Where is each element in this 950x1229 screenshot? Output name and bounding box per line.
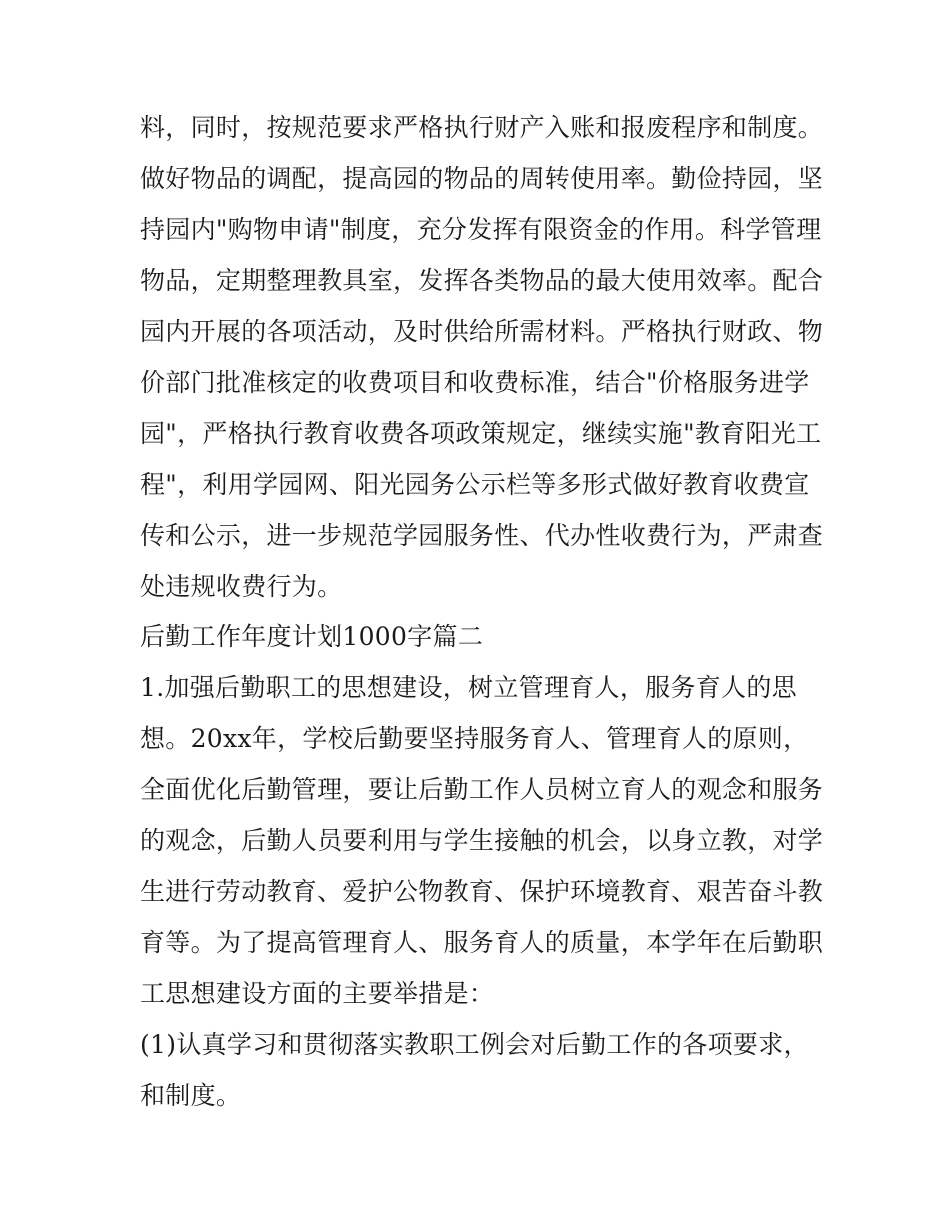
text-line: (1)认真学习和贯彻落实教职工例会对后勤工作的各项要求，: [140, 1030, 809, 1059]
text-line: 价部门批准核定的收费项目和收费标准，结合"价格服务进学: [140, 368, 810, 397]
text-line: 传和公示，进一步规范学园服务性、代办性收费行为，严肃查: [140, 521, 824, 550]
section-heading: 后勤工作年度计划1000字篇二: [140, 622, 484, 651]
text-line: 做好物品的调配，提高园的物品的周转使用率。勤俭持园，坚: [140, 164, 824, 193]
text-line: 的观念，后勤人员要利用与学生接触的机会，以身立教，对学: [140, 826, 824, 855]
text-line: 全面优化后勤管理，要让后勤工作人员树立育人的观念和服务: [140, 775, 824, 804]
text-line: 想。20xx年，学校后勤要坚持服务育人、管理育人的原则，: [140, 724, 809, 753]
text-line: 园"，严格执行教育收费各项政策规定，继续实施"教育阳光工: [140, 419, 822, 448]
text-line: 持园内"购物申请"制度，充分发挥有限资金的作用。科学管理: [140, 215, 822, 244]
text-line: 料，同时，按规范要求严格执行财产入账和报废程序和制度。: [140, 113, 824, 142]
text-line: 生进行劳动教育、爱护公物教育、保护环境教育、艰苦奋斗教: [140, 877, 824, 906]
text-line: 处违规收费行为。: [140, 572, 343, 601]
text-line: 育等。为了提高管理育人、服务育人的质量，本学年在后勤职: [140, 928, 824, 957]
text-line: 物品，定期整理教具室，发挥各类物品的最大使用效率。配合: [140, 266, 824, 295]
text-line: 1.加强后勤职工的思想建设，树立管理育人，服务育人的思: [140, 673, 797, 702]
text-line: 程"，利用学园网、阳光园务公示栏等多形式做好教育收费宣: [140, 470, 810, 499]
text-line: 和制度。: [140, 1081, 242, 1110]
text-line: 园内开展的各项活动，及时供给所需材料。严格执行财政、物: [140, 317, 824, 346]
text-line: 工思想建设方面的主要举措是：: [140, 979, 495, 1008]
